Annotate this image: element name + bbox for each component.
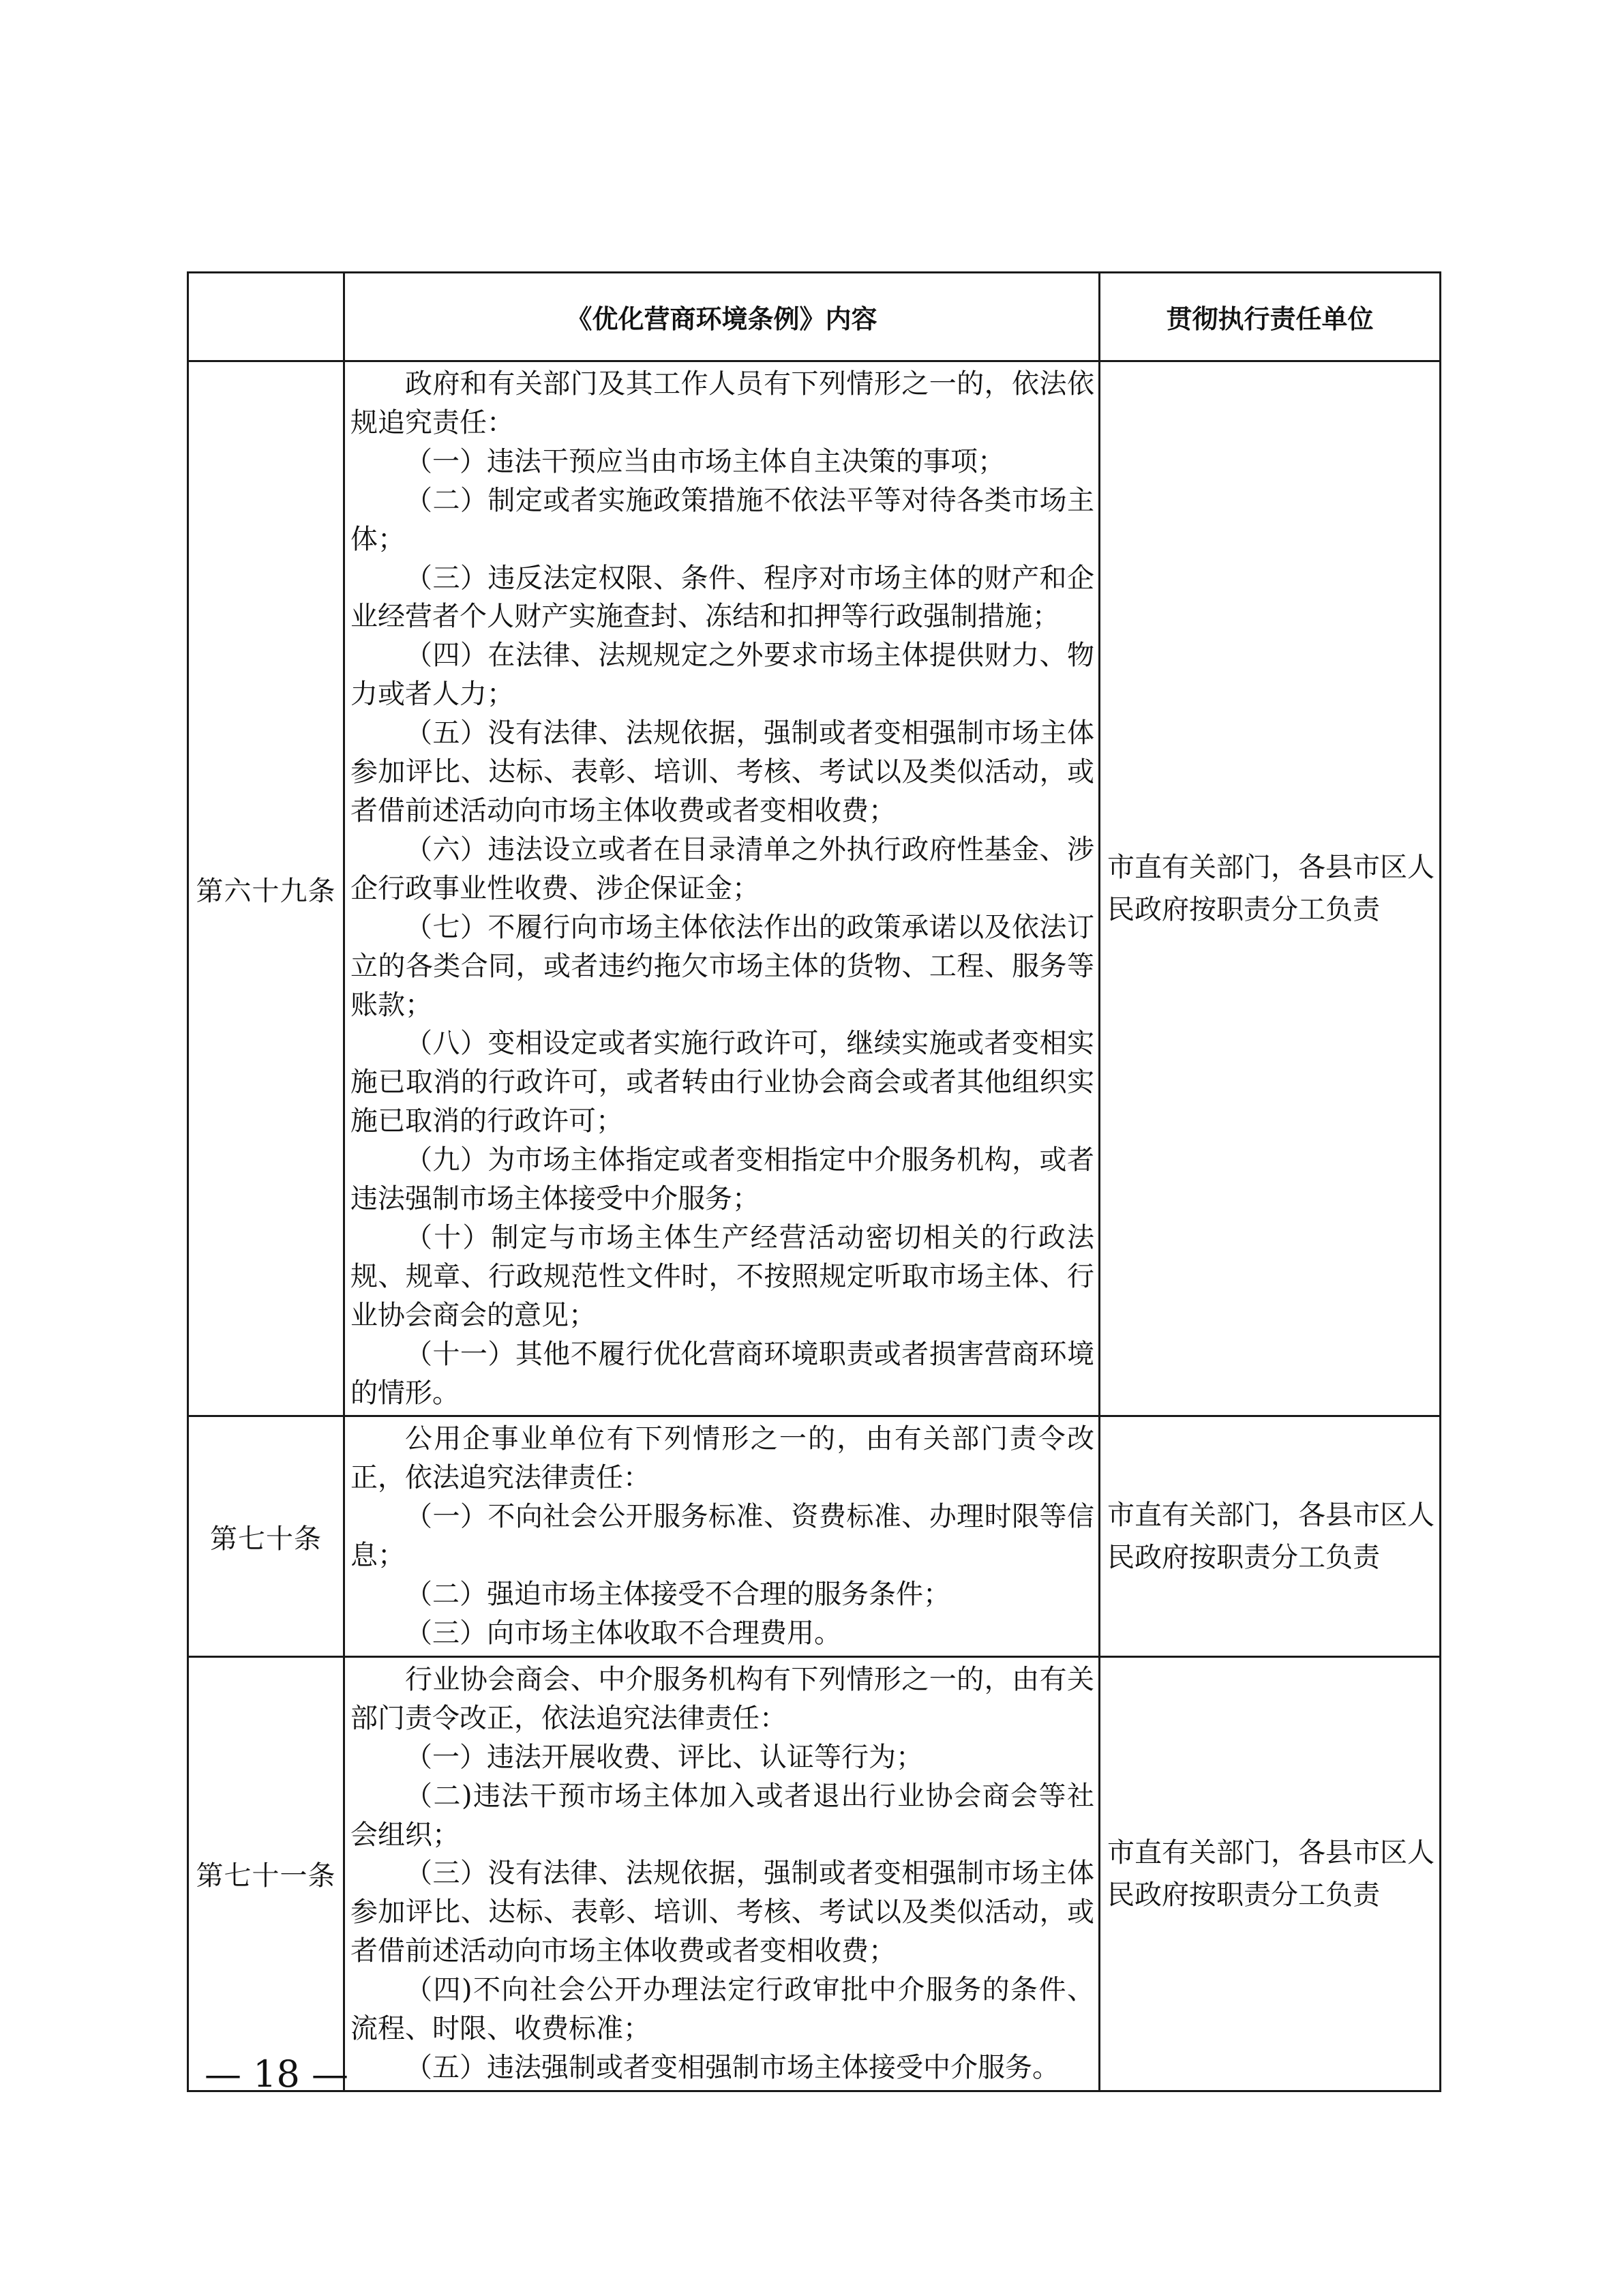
content-paragraph: 政府和有关部门及其工作人员有下列情形之一的，依法依规追究责任： xyxy=(350,368,1094,438)
responsible-unit: 市直有关部门，各县市区人民政府按职责分工负责 xyxy=(1100,361,1441,1416)
content-paragraph: （五）没有法律、法规依据，强制或者变相强制市场主体参加评比、达标、表彰、培训、考核、考试以及类似活动，或者借前述活动向市场主体收费或者变相收费； xyxy=(350,717,1094,826)
header-content-cell: 《优化营商环境条例》内容 xyxy=(344,273,1100,361)
table-row xyxy=(188,361,1441,1416)
content-paragraph: （七）不履行向市场主体依法作出的政策承诺以及依法订立的各类合同，或者违约拖欠市场主体的货物、工程、服务等账款； xyxy=(350,911,1094,1021)
article-content xyxy=(344,361,1100,1416)
content-paragraph: （二)违法干预市场主体加入或者退出行业协会商会等社会组织； xyxy=(350,1780,1094,1851)
content-paragraph: （五）违法强制或者变相强制市场主体接受中介服务。 xyxy=(405,2051,1060,2083)
article-number: 第六十九条 xyxy=(188,361,344,1416)
page-number: — 18 — xyxy=(205,2053,349,2096)
header-responsible-cell: 贯彻执行责任单位 xyxy=(1100,273,1441,361)
content-paragraph: （一）违法开展收费、评比、认证等行为； xyxy=(405,1741,923,1773)
content-paragraph: （十一）其他不履行优化营商环境职责或者损害营商环境的情形。 xyxy=(350,1338,1094,1409)
content-paragraph: （六）违法设立或者在目录清单之外执行政府性基金、涉企行政事业性收费、涉企保证金； xyxy=(350,833,1094,904)
content-paragraph: （二）强迫市场主体接受不合理的服务条件； xyxy=(405,1579,950,1611)
responsible-unit: 市直有关部门，各县市区人民政府按职责分工负责 xyxy=(1100,1656,1441,2091)
article-number: 第七十一条 xyxy=(188,1656,344,2091)
responsible-unit: 市直有关部门，各县市区人民政府按职责分工负责 xyxy=(1100,1416,1441,1656)
article-content xyxy=(344,1656,1100,2091)
content-paragraph: （三）违反法定权限、条件、程序对市场主体的财产和企业经营者个人财产实施查封、冻结和扣押等行政强制措施； xyxy=(350,562,1094,633)
content-paragraph: （九）为市场主体指定或者变相指定中介服务机构，或者违法强制市场主体接受中介服务； xyxy=(350,1144,1094,1215)
content-paragraph: （二）制定或者实施政策措施不依法平等对待各类市场主体； xyxy=(350,484,1094,555)
content-paragraph: 公用企事业单位有下列情形之一的，由有关部门责令改正，依法追究法律责任： xyxy=(350,1423,1094,1494)
content-paragraph: （三）向市场主体收取不合理费用。 xyxy=(405,1617,841,1649)
content-paragraph: （八）变相设定或者实施行政许可，继续实施或者变相实施已取消的行政许可，或者转由行业协会商会或者其他组织实施已取消的行政许可； xyxy=(350,1028,1094,1137)
header-article-cell xyxy=(188,273,344,361)
responsibility-table xyxy=(187,271,1441,2092)
table-header-row xyxy=(188,273,1441,361)
table-row xyxy=(188,1656,1441,2091)
content-paragraph: （四)不向社会公开办理法定行政审批中介服务的条件、流程、时限、收费标准； xyxy=(350,1974,1094,2045)
content-paragraph: （一）违法干预应当由市场主体自主决策的事项； xyxy=(405,445,1005,477)
content-paragraph: （一）不向社会公开服务标准、资费标准、办理时限等信息； xyxy=(350,1501,1094,1572)
article-number: 第七十条 xyxy=(188,1416,344,1656)
table-row xyxy=(188,1416,1441,1656)
content-paragraph: （十）制定与市场主体生产经营活动密切相关的行政法规、规章、行政规范性文件时，不按照规定听取市场主体、行业协会商会的意见； xyxy=(350,1221,1094,1331)
content-paragraph: 行业协会商会、中介服务机构有下列情形之一的，由有关部门责令改正，依法追究法律责任： xyxy=(350,1663,1094,1734)
content-paragraph: （四）在法律、法规规定之外要求市场主体提供财力、物力或者人力； xyxy=(350,640,1094,711)
content-paragraph: （三）没有法律、法规依据，强制或者变相强制市场主体参加评比、达标、表彰、培训、考核、考试以及类似活动，或者借前述活动向市场主体收费或者变相收费； xyxy=(350,1858,1094,1967)
article-content xyxy=(344,1416,1100,1656)
